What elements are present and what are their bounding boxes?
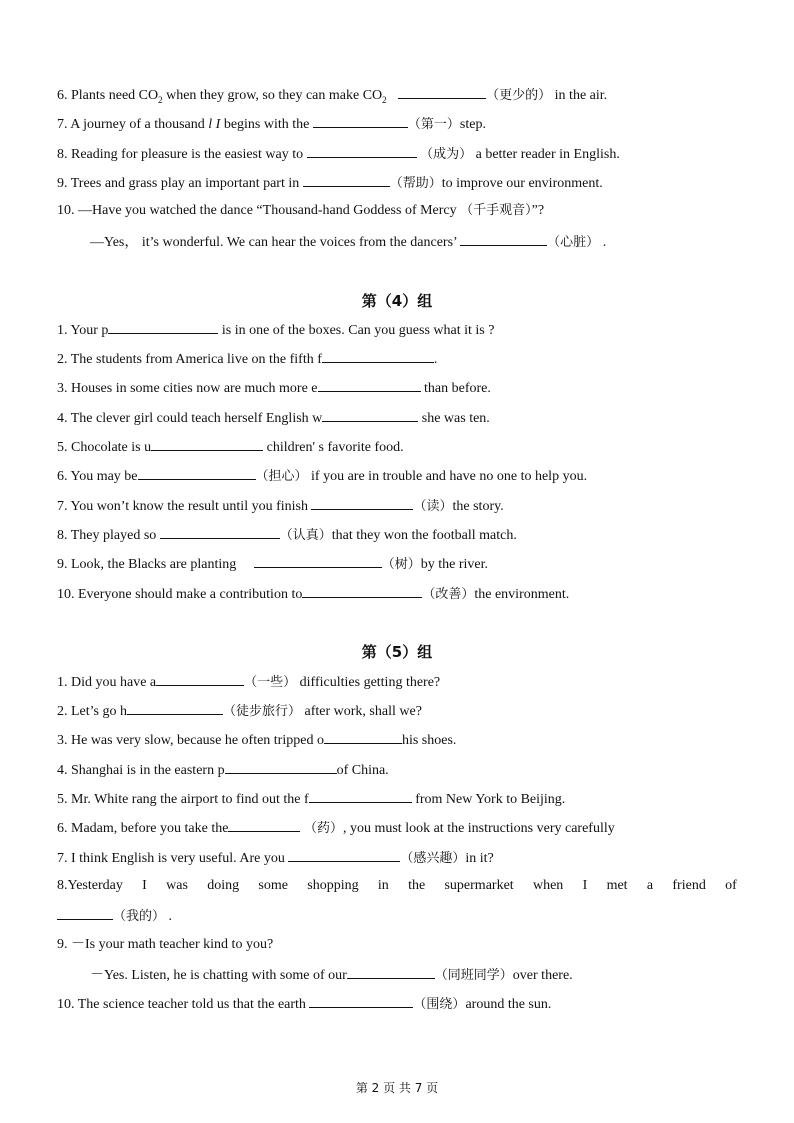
g5-question-8: 8.Yesterday I was doing some shopping in the supermarket when I met a friend of (57, 878, 737, 893)
g5-question-8-cont: （我的） . (57, 906, 172, 926)
answer-blank[interactable] (288, 848, 400, 862)
answer-blank[interactable] (151, 437, 263, 451)
g4-question-2: 2. The students from America live on the fifth f . (57, 349, 437, 369)
g5-question-5: 5. Mr. White rang the airport to find out the f from New York to Beijing. (57, 789, 565, 809)
answer-blank[interactable] (309, 789, 412, 803)
group-4-title: 第（4）组 (361, 292, 433, 310)
g4-question-7: 7. You won’t know the result until you finish （读）the story. (57, 496, 504, 516)
g5-question-9: 9. －Is your math teacher kind to you? (57, 937, 274, 952)
answer-blank[interactable] (398, 85, 486, 99)
g4-question-4: 4. The clever girl could teach herself English w she was ten. (57, 408, 490, 428)
g4-question-10: 10. Everyone should make a contribution to （改善）the environment. (57, 584, 569, 604)
answer-blank[interactable] (307, 144, 417, 158)
group-5-title: 第（5）组 (361, 643, 433, 661)
g4-question-5: 5. Chocolate is u children' s favorite food. (57, 437, 404, 457)
answer-blank[interactable] (313, 114, 408, 128)
g5-question-3: 3. He was very slow, because he often tripped o his shoes. (57, 730, 456, 750)
answer-blank[interactable] (127, 701, 223, 715)
answer-blank[interactable] (156, 672, 244, 686)
g5-question-6: 6. Madam, before you take the （药）, you must look at the instructions very carefully (57, 818, 615, 838)
answer-blank[interactable] (322, 408, 418, 422)
answer-blank[interactable] (225, 760, 337, 774)
g5-question-4: 4. Shanghai is in the eastern p of China. (57, 760, 389, 780)
g5-question-9-reply: －Yes. Listen, he is chatting with some of our （同班同学）over there. (90, 965, 573, 985)
answer-blank[interactable] (138, 466, 256, 480)
answer-blank[interactable] (160, 525, 280, 539)
answer-blank[interactable] (460, 232, 547, 246)
g3-question-7: 7. A journey of a thousand l I begins with the （第一）step. (57, 114, 486, 134)
answer-blank[interactable] (322, 349, 434, 363)
answer-blank[interactable] (309, 994, 413, 1008)
g4-question-1: 1. Your p is in one of the boxes. Can you guess what it is ? (57, 320, 494, 340)
g3-question-10-reply: —Yes， it’s wonderful. We can hear the voices from the dancers’ （心脏） . (90, 232, 606, 252)
answer-blank[interactable] (57, 906, 113, 920)
answer-blank[interactable] (324, 730, 402, 744)
g4-question-6: 6. You may be （担心） if you are in trouble and have no one to help you. (57, 466, 587, 486)
g4-question-8: 8. They played so （认真）that they won the football match. (57, 525, 517, 545)
g3-question-6: 6. Plants need $CO_2$ when they grow, so they can make $CO_2$ （更少的） in the air. (57, 85, 607, 109)
g5-question-10: 10. The science teacher told us that the earth （围绕）around the sun. (57, 994, 551, 1014)
g5-question-2: 2. Let’s go h （徒步旅行） after work, shall we? (57, 701, 422, 721)
answer-blank[interactable] (108, 320, 218, 334)
g4-question-9: 9. Look, the Blacks are planting （树）by the river. (57, 554, 488, 574)
answer-blank[interactable] (311, 496, 413, 510)
answer-blank[interactable] (228, 818, 300, 832)
answer-blank[interactable] (303, 173, 390, 187)
g3-question-10: 10. —Have you watched the dance “Thousand-hand Goddess of Mercy （千手观音）”? (57, 203, 545, 218)
answer-blank[interactable] (302, 584, 422, 598)
g5-question-1: 1. Did you have a （一些） difficulties getting there? (57, 672, 440, 692)
g5-question-7: 7. I think English is very useful. Are you （感兴趣）in it? (57, 848, 494, 868)
g3-question-9: 9. Trees and grass play an important part in （帮助）to improve our environment. (57, 173, 603, 193)
page-footer: 第 2 页 共 7 页 (355, 1081, 439, 1095)
answer-blank[interactable] (318, 378, 421, 392)
g4-question-3: 3. Houses in some cities now are much more e than before. (57, 378, 491, 398)
answer-blank[interactable] (347, 965, 435, 979)
g3-question-8: 8. Reading for pleasure is the easiest way to （成为） a better reader in English. (57, 144, 620, 164)
answer-blank[interactable] (254, 554, 382, 568)
